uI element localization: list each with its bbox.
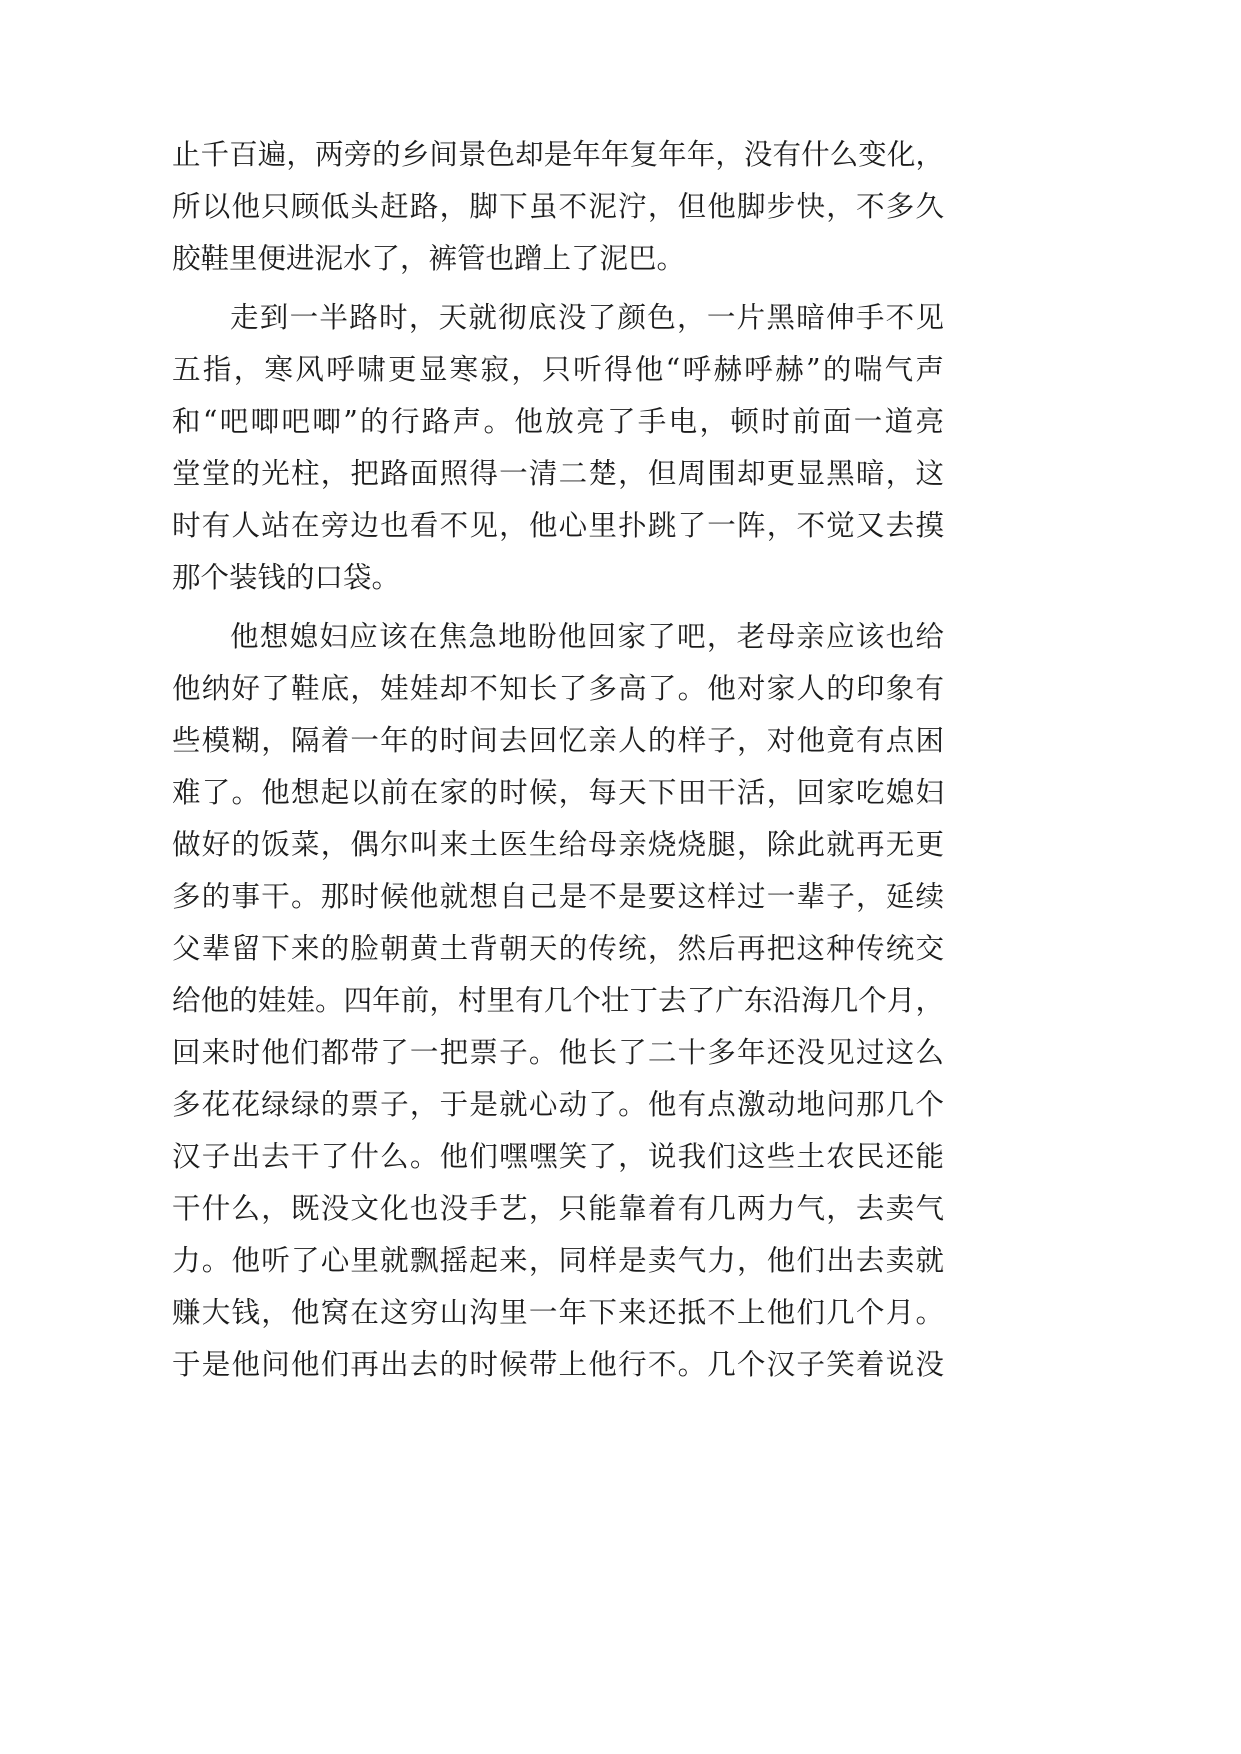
text-line: 五指，寒风呼啸更显寒寂，只听得他“呼赫呼赫”的喘气声	[172, 353, 944, 386]
text-line: 时有人站在旁边也看不见，他心里扑跳了一阵，不觉又去摸	[172, 509, 944, 542]
body-text	[172, 129, 952, 1391]
text-line: 堂堂的光柱，把路面照得一清二楚，但周围却更显黑暗，这	[172, 457, 944, 490]
text-line: 做好的饭菜，偶尔叫来土医生给母亲烧烧腿，除此就再无更	[172, 828, 944, 861]
text-line: 多花花绿绿的票子，于是就心动了。他有点激动地问那几个	[172, 1088, 944, 1121]
paragraph	[172, 129, 952, 285]
text-line: 回来时他们都带了一把票子。他长了二十多年还没见过这么	[172, 1036, 944, 1069]
text-line: 他纳好了鞋底，娃娃却不知长了多高了。他对家人的印象有	[172, 672, 944, 705]
text-line: 走到一半路时，天就彻底没了颜色，一片黑暗伸手不见	[230, 301, 944, 334]
text-line: 和“吧唧吧唧”的行路声。他放亮了手电，顿时前面一道亮	[172, 405, 944, 438]
text-line: 干什么，既没文化也没手艺，只能靠着有几两力气，去卖气	[172, 1192, 944, 1225]
text-line: 难了。他想起以前在家的时候，每天下田干活，回家吃媳妇	[172, 776, 944, 809]
text-line: 汉子出去干了什么。他们嘿嘿笑了，说我们这些土农民还能	[172, 1140, 944, 1173]
paragraph	[172, 611, 952, 1391]
text-line: 些模糊，隔着一年的时间去回忆亲人的样子，对他竟有点困	[172, 724, 944, 757]
text-line: 所以他只顾低头赶路，脚下虽不泥泞，但他脚步快，不多久	[172, 190, 944, 223]
text-line: 胶鞋里便进泥水了，裤管也蹭上了泥巴。	[172, 242, 686, 275]
paragraph	[172, 292, 952, 604]
text-line: 他想媳妇应该在焦急地盼他回家了吧，老母亲应该也给	[230, 620, 944, 653]
text-line: 多的事干。那时候他就想自己是不是要这样过一辈子，延续	[172, 880, 944, 913]
text-line: 给他的娃娃。四年前，村里有几个壮丁去了广东沿海几个月，	[172, 984, 944, 1017]
text-line: 赚大钱，他窝在这穷山沟里一年下来还抵不上他们几个月。	[172, 1296, 944, 1329]
text-line: 父辈留下来的脸朝黄土背朝天的传统，然后再把这种传统交	[172, 932, 944, 965]
text-line: 力。他听了心里就飘摇起来，同样是卖气力，他们出去卖就	[172, 1244, 944, 1277]
text-line: 止千百遍，两旁的乡间景色却是年年复年年，没有什么变化，	[172, 138, 944, 171]
text-line: 那个装钱的口袋。	[172, 561, 401, 594]
text-line: 于是他问他们再出去的时候带上他行不。几个汉子笑着说没	[172, 1348, 944, 1381]
